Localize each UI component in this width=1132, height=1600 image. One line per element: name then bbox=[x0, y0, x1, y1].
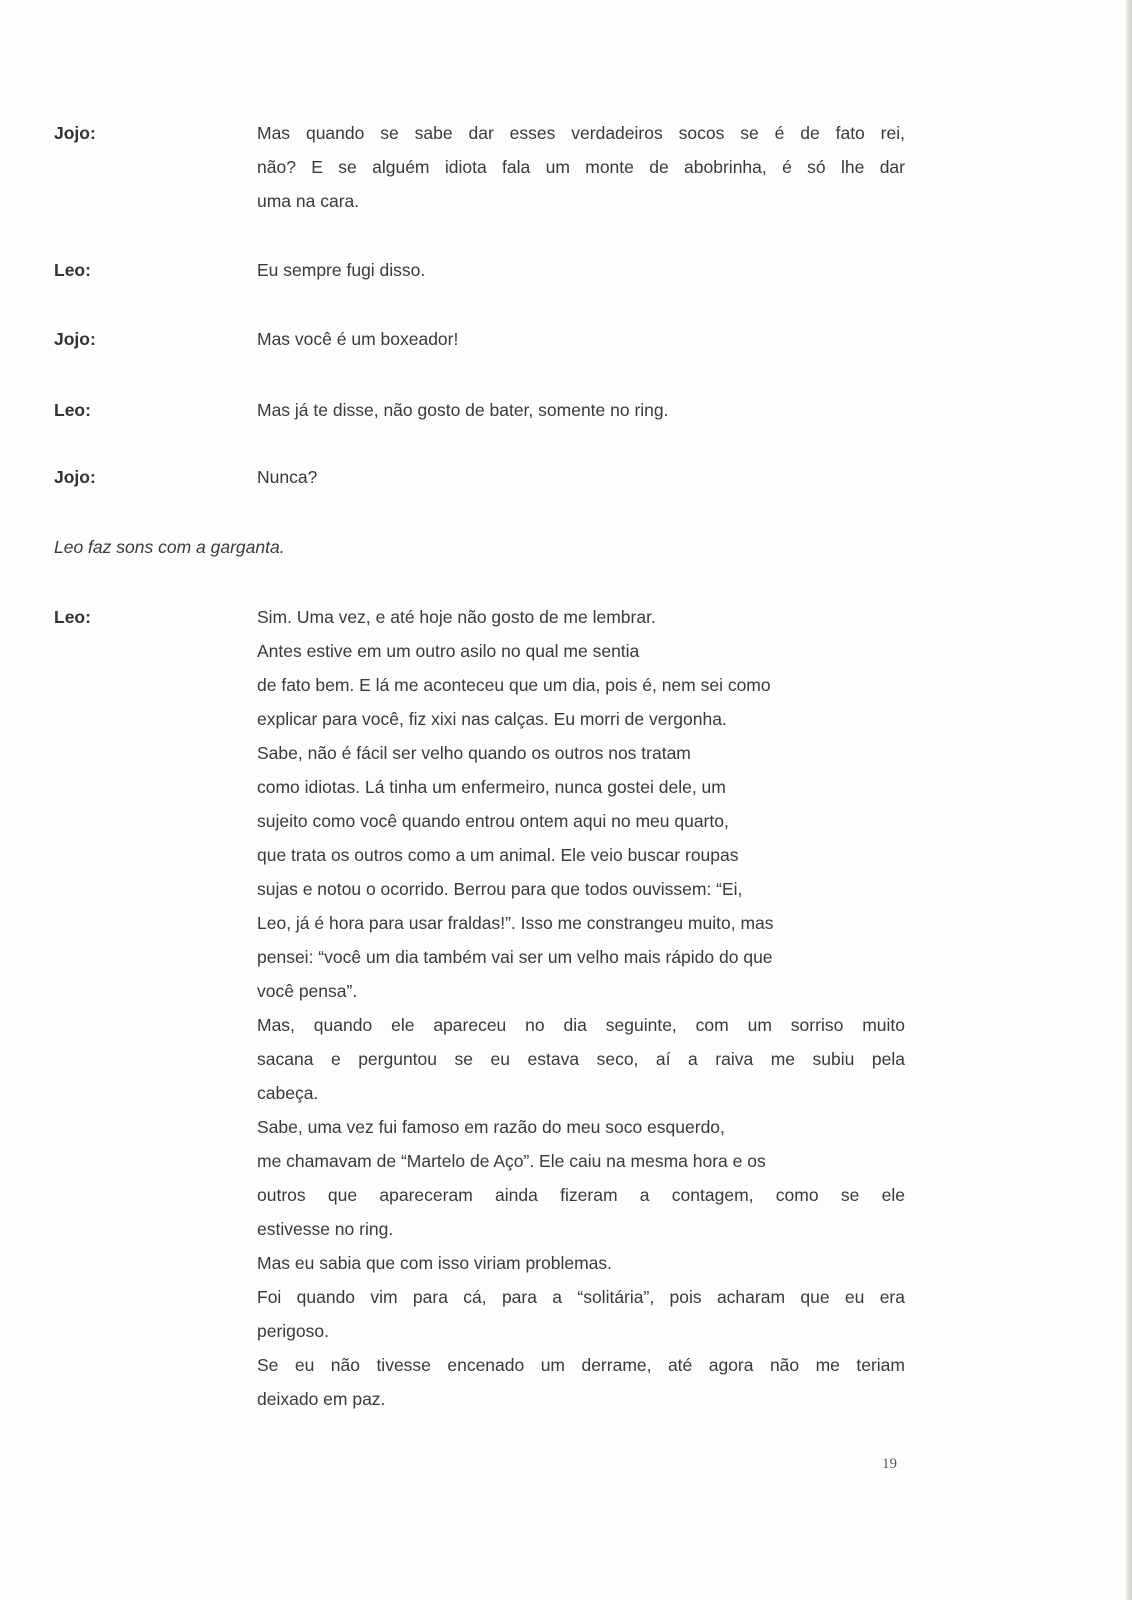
dialogue-line: Nunca? bbox=[257, 467, 318, 487]
monologue-line: de fato bem. E lá me aconteceu que um dia, pois é, nem sei como bbox=[257, 675, 771, 695]
monologue-line: Se eu não tivesse encenado um derrame, até agora não me teriam bbox=[257, 1355, 905, 1375]
dialogue-line: Mas você é um boxeador! bbox=[257, 329, 459, 349]
monologue-line: sacana e perguntou se eu estava seco, aí a raiva me subiu pela bbox=[257, 1049, 905, 1069]
dialogue-line: Eu sempre fugi disso. bbox=[257, 260, 426, 280]
dialogue-line: Mas quando se sabe dar esses verdadeiros socos se é de fato rei, bbox=[257, 123, 905, 143]
dialogue-line: Mas já te disse, não gosto de bater, somente no ring. bbox=[257, 400, 669, 420]
monologue-line: outros que apareceram ainda fizeram a contagem, como se ele bbox=[257, 1185, 905, 1205]
monologue-line: Sim. Uma vez, e até hoje não gosto de me lembrar. bbox=[257, 607, 656, 627]
monologue-line: Leo, já é hora para usar fraldas!”. Isso me constrangeu muito, mas bbox=[257, 913, 774, 933]
monologue-line: sujas e notou o ocorrido. Berrou para que todos ouvissem: “Ei, bbox=[257, 879, 743, 899]
monologue-line: pensei: “você um dia também vai ser um velho mais rápido do que bbox=[257, 947, 773, 967]
speaker-label: Jojo: bbox=[54, 329, 96, 349]
monologue-text bbox=[257, 600, 905, 1416]
page-number: 19 bbox=[882, 1456, 897, 1472]
monologue-line: estivesse no ring. bbox=[257, 1219, 394, 1239]
speaker-label: Leo: bbox=[54, 400, 91, 420]
monologue-line: Mas, quando ele apareceu no dia seguinte, com um sorriso muito bbox=[257, 1015, 905, 1035]
monologue-line: me chamavam de “Martelo de Aço”. Ele caiu na mesma hora e os bbox=[257, 1151, 766, 1171]
monologue-line: Sabe, não é fácil ser velho quando os outros nos tratam bbox=[257, 743, 691, 763]
monologue-line: Mas eu sabia que com isso viriam problemas. bbox=[257, 1253, 613, 1273]
monologue-line: explicar para você, fiz xixi nas calças. Eu morri de vergonha. bbox=[257, 709, 727, 729]
dialogue-line: uma na cara. bbox=[257, 191, 360, 211]
stage-direction: Leo faz sons com a garganta. bbox=[54, 537, 285, 557]
monologue-line: Antes estive em um outro asilo no qual me sentia bbox=[257, 641, 640, 661]
monologue-line: que trata os outros como a um animal. Ele veio buscar roupas bbox=[257, 845, 739, 865]
monologue-line: deixado em paz. bbox=[257, 1389, 386, 1409]
monologue-line: sujeito como você quando entrou ontem aqui no meu quarto, bbox=[257, 811, 729, 831]
monologue-line: cabeça. bbox=[257, 1083, 319, 1103]
monologue-line: como idiotas. Lá tinha um enfermeiro, nunca gostei dele, um bbox=[257, 777, 726, 797]
monologue-line: Sabe, uma vez fui famoso em razão do meu soco esquerdo, bbox=[257, 1117, 725, 1137]
monologue-line: você pensa”. bbox=[257, 981, 358, 1001]
dialogue-line: não? E se alguém idiota fala um monte de abobrinha, é só lhe dar bbox=[257, 157, 905, 177]
dialogue-text bbox=[257, 116, 905, 218]
speaker-label: Leo: bbox=[54, 607, 91, 627]
monologue-line: Foi quando vim para cá, para a “solitária”, pois acharam que eu era bbox=[257, 1287, 905, 1307]
speaker-label: Jojo: bbox=[54, 123, 96, 143]
speaker-label: Jojo: bbox=[54, 467, 96, 487]
speaker-label: Leo: bbox=[54, 260, 91, 280]
monologue-line: perigoso. bbox=[257, 1321, 329, 1341]
